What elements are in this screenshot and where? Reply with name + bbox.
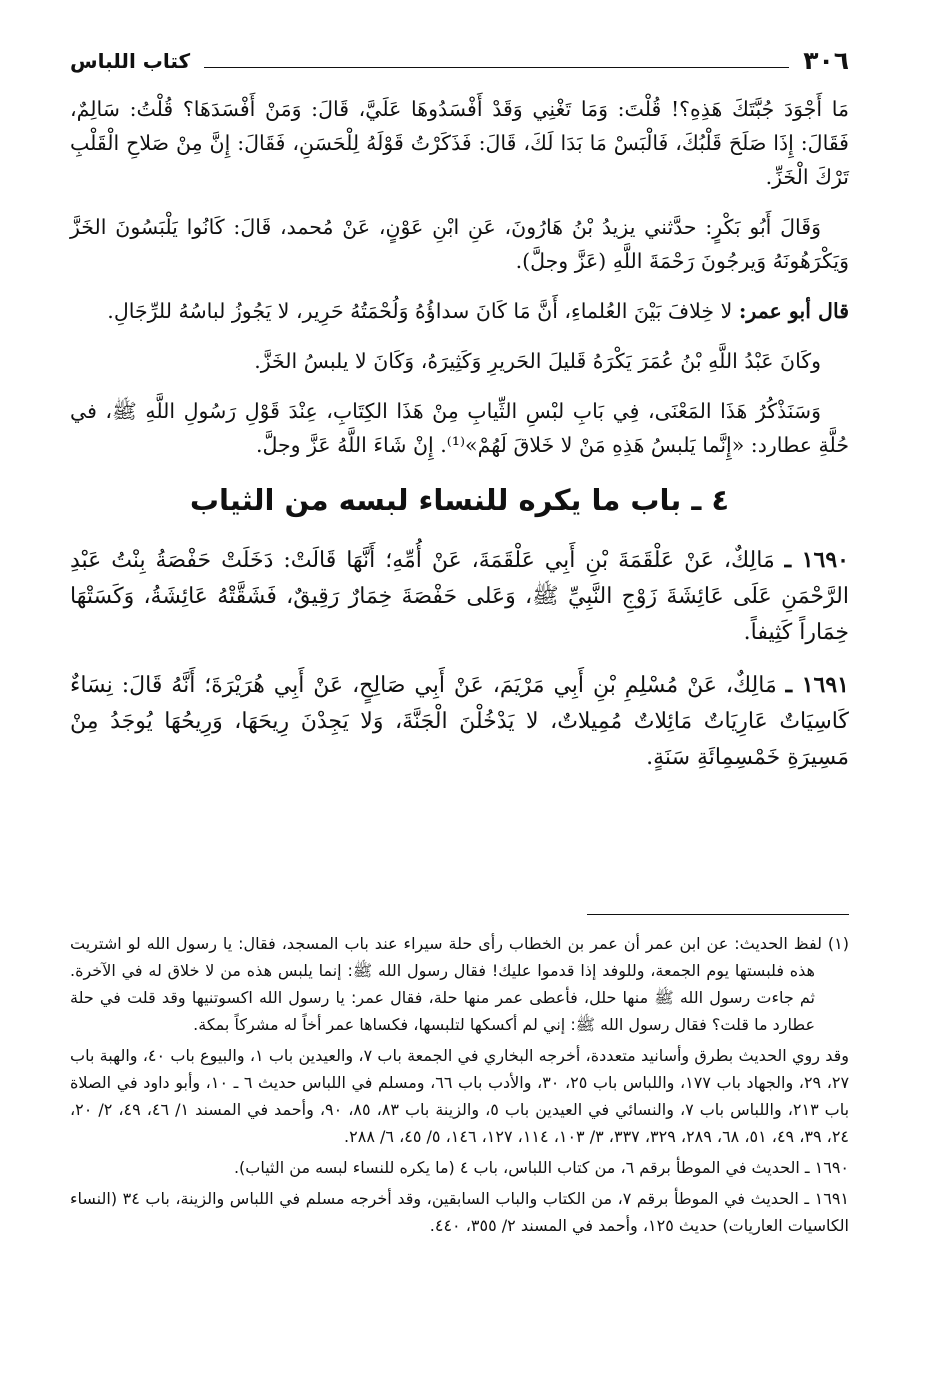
page-number: ٣٠٦ <box>803 46 849 75</box>
running-header <box>70 32 849 76</box>
hadith-number: ١٦٩٠ ـ <box>784 547 849 573</box>
main-text <box>70 92 849 792</box>
header-rule <box>204 67 789 68</box>
paragraph-cross-reference: وَسَنَذْكُرُ هَذَا المَعْنَى، فِي بَابِ لبْسِ الثِّيابِ مِنْ هَذَا الكِتَابِ، عِنْدَ قَوْلِ رَسُولِ اللَّهِ ﷺ، في حُلَّةِ عطارد: «إِنَّما يَلبسُ هَذِهِ مَنْ لا خَلاقَ لَهُمْ»⁽¹⁾. إِنْ شَاءَ اللَّهُ عَزَّ وجلَّ. <box>70 399 849 457</box>
paragraph-ibn-umar: وكَانَ عَبْدُ اللَّهِ بْنُ عُمَرَ يَكْرَهُ قَليلَ الحَريرِ وَكَثِيرَهُ، وَكَانَ لا يلبسُ الخَزَّ. <box>254 349 821 373</box>
book-title: كتاب اللباس <box>70 49 191 73</box>
footnote-1-sources: وقد روي الحديث بطرق وأسانيد متعددة، أخرجه البخاري في الجمعة باب ٧، والعيدين باب ١، والبيوع باب ٤٠، والهبة باب ٢٧، ٢٩، والجهاد باب ١٧٧، واللباس باب ٢٥، ٣٠، والأدب باب ٦٦، ومسلم في اللباس حديث ٦ ـ ١٠، وأبو داود في الصلاة باب ٢١٣، واللباس باب ٧، والنسائي في العيدين باب ٥، والزينة باب ٨٣، ٨٥، ٩٠، وأحمد في المسند ١/ ٤٦، ٤٩، ٢/ ٢٠، ٢٤، ٣٩، ٤٩، ٥١، ٦٨، ٢٨٩، ٣٢٩، ٣٣٧، ٣/ ١٠٣، ١١٤، ١٢٧، ١٤٦، ٥/ ٤٥، ٦/ ٢٨٨. <box>70 1046 850 1146</box>
footnotes <box>70 930 849 1243</box>
footnote-separator <box>587 914 849 915</box>
footnote-1: (١) لفظ الحديث: عن ابن عمر أن عمر بن الخطاب رأى حلة سيراء عند باب المسجد، فقال: يا رسول الله لو اشتريت هذه فلبستها يوم الجمعة، وللوفد إذا قدموا عليك! فقال رسول الله ﷺ: إنما يلبس هذه من لا خلاق له في الآخرة. ثم جاءت رسول الله ﷺ منها حلل، فأعطى عمر منها حلة، فقال عمر: يا رسول الله اكسوتنيها وقد قلت في حلة عطارد ما قلت؟ فقال رسول الله ﷺ: إني لم أكسكها لتلبسها، فكساها عمر أخاً له مشركاً بمكة. <box>70 934 849 1034</box>
hadith-text: مَالِكٌ، عَنْ عَلْقَمَةَ بْنِ أَبِي عَلْقَمَةَ، عَنْ أُمِّهِ؛ أَنَّهَا قَالَتْ: دَخَلَتْ حَفْصَةُ بِنْتُ عَبْدِ الرَّحْمَنِ عَلَى عَائِشَةَ زَوْجِ النَّبِيِّ ﷺ، وَعَلى حَفْصَةَ خِمَارٌ رَقِيقٌ، فَشَقَّتْهُ عَائِشَةُ، وَكَسَتْهَا خِمَاراً كَثِيفاً. <box>70 548 849 645</box>
chapter-heading: ٤ ـ باب ما يكره للنساء لبسه من الثياب <box>189 483 730 517</box>
footnote-1690: ١٦٩٠ ـ الحديث في الموطأ برقم ٦، من كتاب اللباس، باب ٤ (ما يكره للنساء لبسه من الثياب). <box>233 1158 849 1177</box>
paragraph-abu-umar <box>70 294 849 328</box>
hadith-text: مَالِكٌ، عَنْ مُسْلِمِ بْنِ أَبِي مَرْيَمَ، عَنْ أَبِي صَالِحٍ، عَنْ أَبِي هُرَيْرَةَ؛ أَنَّهُ قَالَ: نِسَاءٌ كَاسِيَاتٌ عَارِيَاتٌ مَائِلاتٌ مُمِيلاتٌ، لا يَدْخُلْنَ الْجَنَّةَ، وَلا يَجِدْنَ رِيحَهَا، وَرِيحُهَا يُوجَدُ مِنْ مَسِيرَةِ خَمْسِمِائَةِ سَنَةٍ. <box>70 673 849 770</box>
paragraph-abu-bakr: وَقَالَ أَبُو بَكْرٍ: حدَّثني يزيدُ بْنُ هَارُونَ، عَنِ ابْنِ عَوْنٍ، عَنْ مُحمد، قَالَ: كَانُوا يَلْبَسُونَ الخَزَّ وَيَكْرَهُونَهُ وَيرجُونَ رَحْمَةَ اللَّهِ (عَزَّ وجلَّ). <box>70 215 849 273</box>
paragraph-continuation: مَا أَجْوَدَ جُبَّتَكَ هَذِهِ؟! قُلْتَ: وَمَا تَغْنِي وَقَدْ أَفْسَدُوهَا عَلَيَّ، قَالَ: وَمَنْ أَفْسَدَهَا؟ قُلْتُ: سَالِمٌ، فَقَالَ: إِذَا صَلَحَ قَلْبُكَ، فَالْبَسْ مَا بَدَا لَكَ، قَالَ: فَذَكَرْتُ قَوْلَهُ لِلْحَسَنِ، فَقَالَ: إِنَّ مِنْ صَلاحِ الْقَلْبِ تَرْكَ الْخَزِّ. <box>70 97 849 189</box>
footnote-1691: ١٦٩١ ـ الحديث في الموطأ برقم ٧، من الكتاب والباب السابقين، وقد أخرجه مسلم في اللباس والزينة، باب ٣٤ (النساء الكاسيات العاريات) حديث ١٢٥، وأحمد في المسند ٢/ ٣٥٥، ٤٤٠. <box>70 1189 850 1235</box>
hadith-number: ١٦٩١ ـ <box>785 672 849 698</box>
hadith-1690 <box>70 542 849 651</box>
paragraph-text: لا خِلافَ بَيْنَ العُلماءِ، أَنَّ مَا كَانَ سداؤُهُ وَلُحْمَتُهُ حَرِير، لا يَجُوزُ لباسُهُ للرِّجَالِ. <box>107 299 739 323</box>
hadith-1691 <box>70 667 849 776</box>
speaker-label: قال أبو عمر: <box>738 299 849 323</box>
